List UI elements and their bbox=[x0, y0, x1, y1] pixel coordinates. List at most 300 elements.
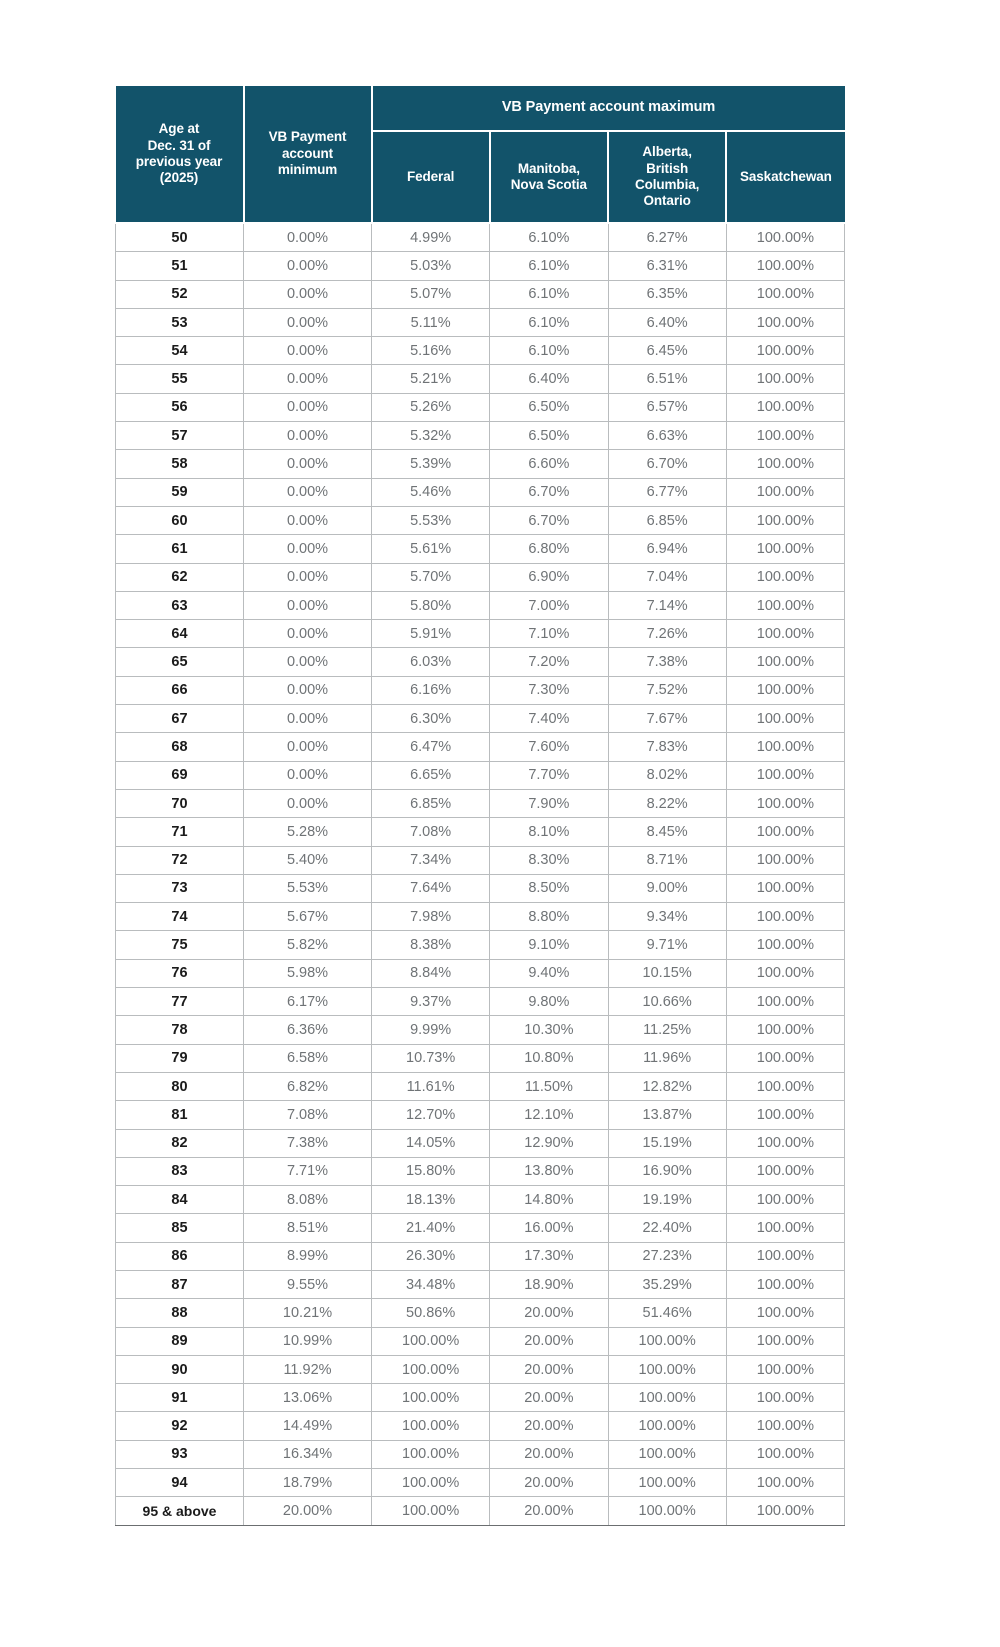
table-row bbox=[116, 1497, 845, 1525]
cell-mb_ns: 9.10% bbox=[490, 931, 608, 959]
header-line-min-3: minimum bbox=[277, 162, 338, 178]
table-row bbox=[116, 648, 845, 676]
cell-mb_ns: 20.00% bbox=[490, 1355, 608, 1383]
table-row bbox=[116, 903, 845, 931]
cell-minimum: 14.49% bbox=[244, 1412, 372, 1440]
table-row bbox=[116, 535, 845, 563]
cell-ab_bc_on: 6.57% bbox=[608, 393, 726, 421]
cell-age: 62 bbox=[116, 563, 244, 591]
cell-minimum: 0.00% bbox=[244, 648, 372, 676]
cell-federal: 5.07% bbox=[372, 280, 490, 308]
cell-sk: 100.00% bbox=[726, 365, 844, 393]
cell-mb_ns: 6.90% bbox=[490, 563, 608, 591]
cell-minimum: 0.00% bbox=[244, 450, 372, 478]
cell-minimum: 5.67% bbox=[244, 903, 372, 931]
cell-sk: 100.00% bbox=[726, 818, 844, 846]
cell-age: 89 bbox=[116, 1327, 244, 1355]
cell-minimum: 6.36% bbox=[244, 1016, 372, 1044]
header-line-abcon-2: British bbox=[646, 160, 689, 176]
cell-mb_ns: 20.00% bbox=[490, 1440, 608, 1468]
cell-federal: 34.48% bbox=[372, 1270, 490, 1298]
cell-ab_bc_on: 6.94% bbox=[608, 535, 726, 563]
cell-ab_bc_on: 6.27% bbox=[608, 223, 726, 252]
column-header-manitoba-nova-scotia bbox=[490, 131, 608, 223]
cell-sk: 100.00% bbox=[726, 705, 844, 733]
cell-federal: 100.00% bbox=[372, 1440, 490, 1468]
cell-mb_ns: 7.20% bbox=[490, 648, 608, 676]
cell-mb_ns: 17.30% bbox=[490, 1242, 608, 1270]
table-row bbox=[116, 1072, 845, 1100]
cell-ab_bc_on: 100.00% bbox=[608, 1384, 726, 1412]
cell-sk: 100.00% bbox=[726, 1214, 844, 1242]
cell-age: 79 bbox=[116, 1044, 244, 1072]
table-body bbox=[116, 223, 845, 1525]
cell-minimum: 0.00% bbox=[244, 393, 372, 421]
cell-federal: 5.61% bbox=[372, 535, 490, 563]
cell-ab_bc_on: 7.04% bbox=[608, 563, 726, 591]
cell-sk: 100.00% bbox=[726, 676, 844, 704]
cell-ab_bc_on: 6.31% bbox=[608, 252, 726, 280]
cell-minimum: 5.82% bbox=[244, 931, 372, 959]
cell-mb_ns: 7.00% bbox=[490, 591, 608, 619]
cell-federal: 5.91% bbox=[372, 620, 490, 648]
cell-mb_ns: 13.80% bbox=[490, 1157, 608, 1185]
cell-mb_ns: 9.80% bbox=[490, 988, 608, 1016]
table-row bbox=[116, 591, 845, 619]
cell-minimum: 0.00% bbox=[244, 620, 372, 648]
header-line-min-1: VB Payment bbox=[268, 129, 347, 145]
table-row bbox=[116, 1242, 845, 1270]
table-row bbox=[116, 478, 845, 506]
table-row bbox=[116, 422, 845, 450]
cell-ab_bc_on: 22.40% bbox=[608, 1214, 726, 1242]
cell-ab_bc_on: 12.82% bbox=[608, 1072, 726, 1100]
cell-federal: 5.26% bbox=[372, 393, 490, 421]
cell-ab_bc_on: 13.87% bbox=[608, 1101, 726, 1129]
table-row bbox=[116, 846, 845, 874]
vb-payment-rates-table-container bbox=[115, 86, 845, 1526]
cell-minimum: 0.00% bbox=[244, 308, 372, 336]
cell-age: 95 & above bbox=[116, 1497, 244, 1525]
table-row bbox=[116, 1016, 845, 1044]
cell-age: 53 bbox=[116, 308, 244, 336]
cell-sk: 100.00% bbox=[726, 1327, 844, 1355]
cell-mb_ns: 7.40% bbox=[490, 705, 608, 733]
cell-mb_ns: 6.10% bbox=[490, 280, 608, 308]
cell-mb_ns: 11.50% bbox=[490, 1072, 608, 1100]
cell-minimum: 6.82% bbox=[244, 1072, 372, 1100]
cell-minimum: 7.08% bbox=[244, 1101, 372, 1129]
cell-ab_bc_on: 100.00% bbox=[608, 1327, 726, 1355]
cell-ab_bc_on: 19.19% bbox=[608, 1186, 726, 1214]
cell-federal: 26.30% bbox=[372, 1242, 490, 1270]
cell-sk: 100.00% bbox=[726, 223, 844, 252]
table-row bbox=[116, 818, 845, 846]
cell-sk: 100.00% bbox=[726, 1384, 844, 1412]
table-row bbox=[116, 1355, 845, 1383]
cell-mb_ns: 7.10% bbox=[490, 620, 608, 648]
table-row bbox=[116, 1299, 845, 1327]
table-row bbox=[116, 393, 845, 421]
cell-ab_bc_on: 6.35% bbox=[608, 280, 726, 308]
table-header bbox=[116, 86, 845, 223]
cell-sk: 100.00% bbox=[726, 393, 844, 421]
cell-federal: 100.00% bbox=[372, 1327, 490, 1355]
cell-mb_ns: 20.00% bbox=[490, 1497, 608, 1525]
cell-mb_ns: 20.00% bbox=[490, 1384, 608, 1412]
cell-federal: 100.00% bbox=[372, 1469, 490, 1497]
cell-minimum: 5.28% bbox=[244, 818, 372, 846]
table-row bbox=[116, 1157, 845, 1185]
table-row bbox=[116, 563, 845, 591]
cell-mb_ns: 20.00% bbox=[490, 1299, 608, 1327]
cell-ab_bc_on: 7.26% bbox=[608, 620, 726, 648]
cell-sk: 100.00% bbox=[726, 959, 844, 987]
cell-federal: 7.98% bbox=[372, 903, 490, 931]
cell-sk: 100.00% bbox=[726, 1440, 844, 1468]
cell-minimum: 10.99% bbox=[244, 1327, 372, 1355]
header-row-group bbox=[116, 86, 845, 131]
cell-age: 93 bbox=[116, 1440, 244, 1468]
table-row bbox=[116, 223, 845, 252]
cell-minimum: 0.00% bbox=[244, 705, 372, 733]
table-row bbox=[116, 1044, 845, 1072]
table-row bbox=[116, 252, 845, 280]
cell-minimum: 11.92% bbox=[244, 1355, 372, 1383]
cell-minimum: 7.38% bbox=[244, 1129, 372, 1157]
cell-federal: 100.00% bbox=[372, 1384, 490, 1412]
cell-ab_bc_on: 9.00% bbox=[608, 874, 726, 902]
cell-sk: 100.00% bbox=[726, 1299, 844, 1327]
cell-federal: 18.13% bbox=[372, 1186, 490, 1214]
cell-federal: 7.08% bbox=[372, 818, 490, 846]
cell-ab_bc_on: 6.51% bbox=[608, 365, 726, 393]
cell-mb_ns: 10.80% bbox=[490, 1044, 608, 1072]
table-row bbox=[116, 620, 845, 648]
cell-federal: 6.03% bbox=[372, 648, 490, 676]
cell-age: 60 bbox=[116, 506, 244, 534]
cell-sk: 100.00% bbox=[726, 874, 844, 902]
table-row bbox=[116, 308, 845, 336]
cell-mb_ns: 6.10% bbox=[490, 308, 608, 336]
cell-minimum: 0.00% bbox=[244, 761, 372, 789]
cell-sk: 100.00% bbox=[726, 1270, 844, 1298]
cell-minimum: 8.08% bbox=[244, 1186, 372, 1214]
cell-ab_bc_on: 10.15% bbox=[608, 959, 726, 987]
cell-mb_ns: 10.30% bbox=[490, 1016, 608, 1044]
cell-age: 91 bbox=[116, 1384, 244, 1412]
cell-ab_bc_on: 10.66% bbox=[608, 988, 726, 1016]
table-row bbox=[116, 931, 845, 959]
table-row bbox=[116, 280, 845, 308]
cell-federal: 6.65% bbox=[372, 761, 490, 789]
cell-federal: 5.11% bbox=[372, 308, 490, 336]
cell-mb_ns: 8.50% bbox=[490, 874, 608, 902]
cell-minimum: 0.00% bbox=[244, 365, 372, 393]
cell-ab_bc_on: 9.34% bbox=[608, 903, 726, 931]
cell-federal: 7.64% bbox=[372, 874, 490, 902]
cell-federal: 5.80% bbox=[372, 591, 490, 619]
table-row bbox=[116, 506, 845, 534]
cell-minimum: 0.00% bbox=[244, 563, 372, 591]
cell-minimum: 5.53% bbox=[244, 874, 372, 902]
cell-mb_ns: 18.90% bbox=[490, 1270, 608, 1298]
cell-age: 59 bbox=[116, 478, 244, 506]
cell-federal: 7.34% bbox=[372, 846, 490, 874]
cell-sk: 100.00% bbox=[726, 506, 844, 534]
cell-mb_ns: 16.00% bbox=[490, 1214, 608, 1242]
cell-federal: 21.40% bbox=[372, 1214, 490, 1242]
cell-age: 82 bbox=[116, 1129, 244, 1157]
cell-minimum: 18.79% bbox=[244, 1469, 372, 1497]
cell-mb_ns: 7.90% bbox=[490, 789, 608, 817]
cell-mb_ns: 20.00% bbox=[490, 1327, 608, 1355]
cell-ab_bc_on: 6.63% bbox=[608, 422, 726, 450]
cell-minimum: 8.51% bbox=[244, 1214, 372, 1242]
cell-sk: 100.00% bbox=[726, 1497, 844, 1525]
cell-mb_ns: 6.50% bbox=[490, 422, 608, 450]
cell-mb_ns: 6.10% bbox=[490, 223, 608, 252]
table-row bbox=[116, 789, 845, 817]
cell-sk: 100.00% bbox=[726, 535, 844, 563]
cell-mb_ns: 7.30% bbox=[490, 676, 608, 704]
cell-mb_ns: 8.80% bbox=[490, 903, 608, 931]
cell-mb_ns: 20.00% bbox=[490, 1469, 608, 1497]
cell-sk: 100.00% bbox=[726, 422, 844, 450]
cell-sk: 100.00% bbox=[726, 563, 844, 591]
cell-federal: 6.16% bbox=[372, 676, 490, 704]
column-header-federal bbox=[372, 131, 490, 223]
cell-ab_bc_on: 8.22% bbox=[608, 789, 726, 817]
cell-age: 69 bbox=[116, 761, 244, 789]
cell-federal: 4.99% bbox=[372, 223, 490, 252]
cell-age: 51 bbox=[116, 252, 244, 280]
header-line-federal-1: Federal bbox=[406, 168, 455, 184]
cell-minimum: 8.99% bbox=[244, 1242, 372, 1270]
cell-sk: 100.00% bbox=[726, 1242, 844, 1270]
cell-ab_bc_on: 51.46% bbox=[608, 1299, 726, 1327]
cell-minimum: 7.71% bbox=[244, 1157, 372, 1185]
cell-minimum: 6.58% bbox=[244, 1044, 372, 1072]
cell-sk: 100.00% bbox=[726, 1129, 844, 1157]
cell-age: 86 bbox=[116, 1242, 244, 1270]
cell-ab_bc_on: 35.29% bbox=[608, 1270, 726, 1298]
cell-sk: 100.00% bbox=[726, 988, 844, 1016]
cell-ab_bc_on: 6.85% bbox=[608, 506, 726, 534]
cell-federal: 9.37% bbox=[372, 988, 490, 1016]
table-row bbox=[116, 959, 845, 987]
cell-federal: 8.38% bbox=[372, 931, 490, 959]
cell-federal: 5.16% bbox=[372, 337, 490, 365]
table-row bbox=[116, 1214, 845, 1242]
cell-age: 83 bbox=[116, 1157, 244, 1185]
cell-age: 90 bbox=[116, 1355, 244, 1383]
cell-minimum: 0.00% bbox=[244, 280, 372, 308]
column-header-vb-payment-account-minimum bbox=[244, 86, 372, 223]
cell-sk: 100.00% bbox=[726, 308, 844, 336]
cell-minimum: 0.00% bbox=[244, 733, 372, 761]
cell-sk: 100.00% bbox=[726, 903, 844, 931]
cell-federal: 100.00% bbox=[372, 1497, 490, 1525]
cell-age: 71 bbox=[116, 818, 244, 846]
cell-mb_ns: 6.50% bbox=[490, 393, 608, 421]
cell-federal: 10.73% bbox=[372, 1044, 490, 1072]
cell-mb_ns: 20.00% bbox=[490, 1412, 608, 1440]
cell-ab_bc_on: 6.77% bbox=[608, 478, 726, 506]
table-row bbox=[116, 450, 845, 478]
cell-ab_bc_on: 15.19% bbox=[608, 1129, 726, 1157]
header-line-age-2: Dec. 31 of bbox=[147, 137, 211, 153]
table-row bbox=[116, 1270, 845, 1298]
cell-ab_bc_on: 7.38% bbox=[608, 648, 726, 676]
cell-mb_ns: 6.10% bbox=[490, 337, 608, 365]
cell-mb_ns: 12.10% bbox=[490, 1101, 608, 1129]
cell-sk: 100.00% bbox=[726, 1469, 844, 1497]
cell-age: 92 bbox=[116, 1412, 244, 1440]
cell-ab_bc_on: 8.71% bbox=[608, 846, 726, 874]
cell-federal: 100.00% bbox=[372, 1412, 490, 1440]
cell-sk: 100.00% bbox=[726, 252, 844, 280]
cell-sk: 100.00% bbox=[726, 1072, 844, 1100]
cell-minimum: 16.34% bbox=[244, 1440, 372, 1468]
cell-ab_bc_on: 7.14% bbox=[608, 591, 726, 619]
cell-minimum: 6.17% bbox=[244, 988, 372, 1016]
cell-minimum: 0.00% bbox=[244, 676, 372, 704]
cell-mb_ns: 6.60% bbox=[490, 450, 608, 478]
cell-sk: 100.00% bbox=[726, 620, 844, 648]
cell-sk: 100.00% bbox=[726, 1044, 844, 1072]
cell-age: 50 bbox=[116, 223, 244, 252]
cell-ab_bc_on: 100.00% bbox=[608, 1497, 726, 1525]
cell-age: 75 bbox=[116, 931, 244, 959]
cell-age: 78 bbox=[116, 1016, 244, 1044]
cell-sk: 100.00% bbox=[726, 1157, 844, 1185]
cell-age: 70 bbox=[116, 789, 244, 817]
cell-mb_ns: 6.70% bbox=[490, 478, 608, 506]
cell-age: 84 bbox=[116, 1186, 244, 1214]
cell-sk: 100.00% bbox=[726, 733, 844, 761]
cell-mb_ns: 7.60% bbox=[490, 733, 608, 761]
cell-mb_ns: 9.40% bbox=[490, 959, 608, 987]
cell-sk: 100.00% bbox=[726, 648, 844, 676]
table-row bbox=[116, 1129, 845, 1157]
column-header-saskatchewan bbox=[726, 131, 844, 223]
cell-ab_bc_on: 9.71% bbox=[608, 931, 726, 959]
table-row bbox=[116, 365, 845, 393]
cell-mb_ns: 14.80% bbox=[490, 1186, 608, 1214]
cell-ab_bc_on: 27.23% bbox=[608, 1242, 726, 1270]
cell-federal: 12.70% bbox=[372, 1101, 490, 1129]
cell-federal: 5.39% bbox=[372, 450, 490, 478]
cell-minimum: 10.21% bbox=[244, 1299, 372, 1327]
cell-age: 77 bbox=[116, 988, 244, 1016]
table-row bbox=[116, 1384, 845, 1412]
header-line-age-4: (2025) bbox=[159, 170, 199, 186]
cell-federal: 5.53% bbox=[372, 506, 490, 534]
cell-minimum: 0.00% bbox=[244, 478, 372, 506]
cell-federal: 5.46% bbox=[372, 478, 490, 506]
cell-minimum: 5.98% bbox=[244, 959, 372, 987]
cell-age: 81 bbox=[116, 1101, 244, 1129]
cell-ab_bc_on: 8.45% bbox=[608, 818, 726, 846]
cell-federal: 100.00% bbox=[372, 1355, 490, 1383]
cell-age: 58 bbox=[116, 450, 244, 478]
cell-age: 61 bbox=[116, 535, 244, 563]
cell-sk: 100.00% bbox=[726, 337, 844, 365]
cell-minimum: 0.00% bbox=[244, 337, 372, 365]
column-header-age bbox=[116, 86, 244, 223]
cell-age: 67 bbox=[116, 705, 244, 733]
cell-sk: 100.00% bbox=[726, 591, 844, 619]
cell-minimum: 0.00% bbox=[244, 223, 372, 252]
cell-age: 56 bbox=[116, 393, 244, 421]
table-row bbox=[116, 1186, 845, 1214]
header-line-sask-1: Saskatchewan bbox=[739, 168, 832, 184]
table-row bbox=[116, 988, 845, 1016]
cell-sk: 100.00% bbox=[726, 761, 844, 789]
vb-payment-rates-table bbox=[115, 86, 845, 1526]
cell-federal: 6.85% bbox=[372, 789, 490, 817]
cell-age: 87 bbox=[116, 1270, 244, 1298]
cell-federal: 15.80% bbox=[372, 1157, 490, 1185]
header-line-abcon-4: Ontario bbox=[643, 193, 691, 209]
table-row bbox=[116, 1327, 845, 1355]
cell-sk: 100.00% bbox=[726, 1355, 844, 1383]
table-row bbox=[116, 1412, 845, 1440]
cell-sk: 100.00% bbox=[726, 846, 844, 874]
cell-mb_ns: 8.10% bbox=[490, 818, 608, 846]
cell-age: 65 bbox=[116, 648, 244, 676]
table-row bbox=[116, 733, 845, 761]
cell-sk: 100.00% bbox=[726, 1412, 844, 1440]
cell-federal: 14.05% bbox=[372, 1129, 490, 1157]
cell-ab_bc_on: 100.00% bbox=[608, 1469, 726, 1497]
header-line-mbns-2: Nova Scotia bbox=[510, 177, 587, 192]
header-line-age-1: Age at bbox=[158, 121, 200, 137]
cell-ab_bc_on: 8.02% bbox=[608, 761, 726, 789]
table-row bbox=[116, 676, 845, 704]
table-row bbox=[116, 337, 845, 365]
cell-minimum: 20.00% bbox=[244, 1497, 372, 1525]
cell-minimum: 0.00% bbox=[244, 252, 372, 280]
cell-age: 74 bbox=[116, 903, 244, 931]
cell-federal: 5.03% bbox=[372, 252, 490, 280]
cell-minimum: 9.55% bbox=[244, 1270, 372, 1298]
cell-minimum: 0.00% bbox=[244, 789, 372, 817]
cell-minimum: 0.00% bbox=[244, 506, 372, 534]
cell-ab_bc_on: 100.00% bbox=[608, 1440, 726, 1468]
cell-age: 68 bbox=[116, 733, 244, 761]
cell-sk: 100.00% bbox=[726, 789, 844, 817]
cell-age: 54 bbox=[116, 337, 244, 365]
cell-mb_ns: 7.70% bbox=[490, 761, 608, 789]
cell-mb_ns: 6.70% bbox=[490, 506, 608, 534]
table-row bbox=[116, 1440, 845, 1468]
header-line-min-2: account bbox=[281, 145, 334, 161]
cell-sk: 100.00% bbox=[726, 931, 844, 959]
cell-sk: 100.00% bbox=[726, 280, 844, 308]
cell-ab_bc_on: 7.83% bbox=[608, 733, 726, 761]
cell-mb_ns: 12.90% bbox=[490, 1129, 608, 1157]
cell-mb_ns: 6.10% bbox=[490, 252, 608, 280]
cell-age: 80 bbox=[116, 1072, 244, 1100]
cell-sk: 100.00% bbox=[726, 1186, 844, 1214]
cell-age: 76 bbox=[116, 959, 244, 987]
cell-federal: 11.61% bbox=[372, 1072, 490, 1100]
cell-age: 57 bbox=[116, 422, 244, 450]
cell-ab_bc_on: 100.00% bbox=[608, 1355, 726, 1383]
cell-age: 66 bbox=[116, 676, 244, 704]
